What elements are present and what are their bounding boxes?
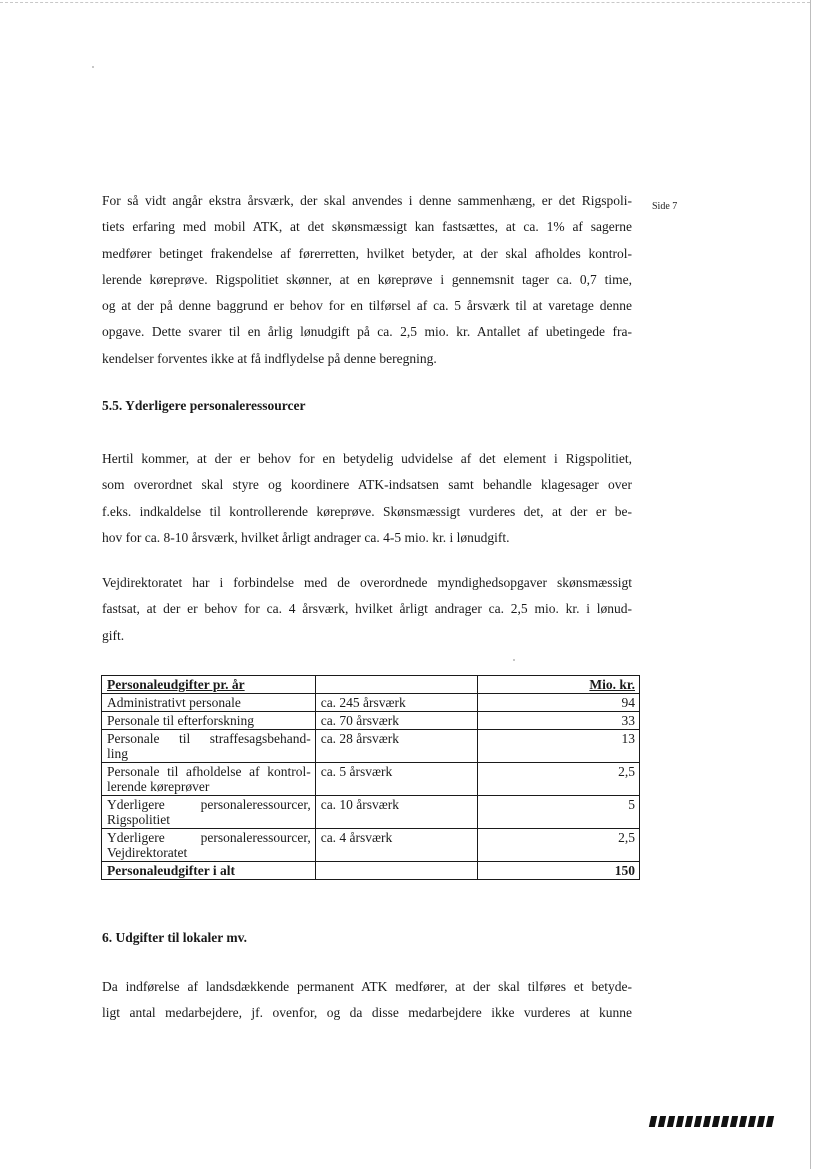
table-header-middle bbox=[315, 676, 478, 694]
text-line: Hertil kommer, at der er behov for en betydelig udvidelse af det element i Rigspolitiet, bbox=[102, 451, 632, 466]
text-line: opgave. Dette svarer til en årlig lønudgift på ca. 2,5 mio. kr. Antallet af ubetingede fra- bbox=[102, 324, 632, 340]
row-staff: ca. 5 årsværk bbox=[315, 763, 478, 796]
row-label-line: Yderligere personaleressourcer, bbox=[107, 830, 311, 845]
row-value: 13 bbox=[478, 730, 640, 763]
text-line: f.eks. indkaldelse til kontrollerende køreprøve. Skønsmæssigt vurderes det, at der er be- bbox=[102, 503, 632, 519]
row-label-line: Yderligere personaleressourcer, bbox=[107, 797, 311, 812]
text-line: som overordnet skal styre og koordinere ATK-indsatsen samt behandle klagesager over bbox=[102, 477, 632, 493]
text-line: medfører betinget frakendelse af førerretten, hvilket betyder, at der skal afholdes kontrol- bbox=[102, 245, 632, 261]
row-staff: ca. 28 årsværk bbox=[315, 730, 478, 763]
text-line: kendelser forventes ikke at få indflydelse på denne beregning. bbox=[102, 350, 437, 366]
table-row bbox=[102, 763, 640, 796]
barcode-top-row bbox=[650, 1103, 782, 1114]
personnel-cost-table bbox=[101, 675, 640, 880]
table-row bbox=[102, 730, 640, 763]
row-label bbox=[102, 796, 316, 829]
table-row bbox=[102, 712, 640, 730]
text-line: hov for ca. 8-10 årsværk, hvilket årligt andrager ca. 4-5 mio. kr. i lønudgift. bbox=[102, 529, 510, 545]
total-value: 150 bbox=[478, 862, 640, 880]
row-value: 2,5 bbox=[478, 763, 640, 796]
scan-speck bbox=[513, 659, 515, 661]
row-label bbox=[102, 829, 316, 862]
section-heading-5-5: 5.5. Yderligere personaleressourcer bbox=[102, 398, 306, 413]
text-line: gift. bbox=[102, 627, 125, 643]
row-label bbox=[102, 763, 316, 796]
row-label-line: Vejdirektoratet bbox=[107, 845, 188, 860]
total-middle bbox=[315, 862, 478, 880]
row-label: Personale til efterforskning bbox=[102, 712, 316, 730]
row-staff: ca. 4 årsværk bbox=[315, 829, 478, 862]
table-row bbox=[102, 829, 640, 862]
scan-speck bbox=[92, 66, 94, 68]
row-staff: ca. 10 årsværk bbox=[315, 796, 478, 829]
table-row bbox=[102, 694, 640, 712]
row-value: 2,5 bbox=[478, 829, 640, 862]
table-header-row bbox=[102, 676, 640, 694]
row-value: 5 bbox=[478, 796, 640, 829]
table-header-label: Personaleudgifter pr. år bbox=[102, 676, 316, 694]
text-line: lerende køreprøve. Rigspolitiet skønner, at en køreprøve i gennemsnit tager ca. 0,7 time, bbox=[102, 271, 632, 287]
paragraph-extra-staff bbox=[102, 188, 632, 372]
row-label-line: Personale til afholdelse af kontrol- bbox=[107, 764, 311, 779]
barcode-bottom-row bbox=[650, 1116, 782, 1127]
text-line: fastsat, at der er behov for ca. 4 årsværk, hvilket årligt andrager ca. 2,5 mio. kr. i lønud- bbox=[102, 601, 632, 617]
text-line: tiets erfaring med mobil ATK, at det skønsmæssigt kan fastsættes, at ca. 1% af sagerne bbox=[102, 219, 632, 235]
table-header-unit: Mio. kr. bbox=[478, 676, 640, 694]
barcode-icon bbox=[650, 1103, 782, 1127]
row-label: Administrativt personale bbox=[102, 694, 316, 712]
row-label-line: lerende køreprøver bbox=[107, 779, 210, 794]
text-line: og at der på denne baggrund er behov for en tilførsel af ca. 5 årsværk til at varetage denne bbox=[102, 298, 632, 314]
row-label-line: Rigspolitiet bbox=[107, 812, 171, 827]
text-line: For så vidt angår ekstra årsværk, der skal anvendes i denne sammenhæng, er det Rigspoli- bbox=[102, 193, 632, 208]
section-heading-6: 6. Udgifter til lokaler mv. bbox=[102, 930, 247, 945]
text-line: Vejdirektoratet har i forbindelse med de overordnede myndighedsopgaver skønsmæssigt bbox=[102, 575, 632, 590]
paragraph-rigspolitiet-staff bbox=[102, 446, 632, 551]
page-number-label: Side 7 bbox=[652, 201, 678, 212]
row-label-line: ling bbox=[107, 746, 129, 761]
row-value: 94 bbox=[478, 694, 640, 712]
text-line: ligt antal medarbejdere, jf. ovenfor, og da disse medarbejdere ikke vurderes at kunne bbox=[102, 1005, 632, 1021]
text-line: Da indførelse af landsdækkende permanent ATK medfører, at der skal tilføres et betyde- bbox=[102, 979, 632, 994]
row-label bbox=[102, 730, 316, 763]
table-total-row bbox=[102, 862, 640, 880]
paragraph-premises bbox=[102, 974, 632, 1027]
row-staff: ca. 245 årsværk bbox=[315, 694, 478, 712]
total-label: Personaleudgifter i alt bbox=[102, 862, 316, 880]
scan-edge-right bbox=[810, 0, 811, 1169]
paragraph-vejdirektoratet bbox=[102, 570, 632, 649]
table-row bbox=[102, 796, 640, 829]
row-staff: ca. 70 årsværk bbox=[315, 712, 478, 730]
row-label-line: Personale til straffesagsbehand- bbox=[107, 731, 311, 746]
scan-edge-top bbox=[0, 2, 810, 3]
row-value: 33 bbox=[478, 712, 640, 730]
